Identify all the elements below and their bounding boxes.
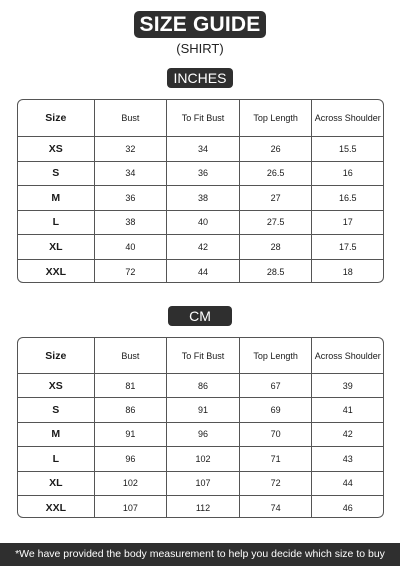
bust-cell: 72 <box>95 260 168 284</box>
table-row <box>18 235 383 260</box>
across-shoulder-cell: 16.5 <box>338 192 357 203</box>
to-fit-bust-cell: 86 <box>167 374 240 397</box>
column-header-size: Size <box>18 338 95 373</box>
table-row <box>18 162 383 187</box>
top-length-cell: 74 <box>240 496 313 518</box>
top-length-cell: 26 <box>240 137 313 161</box>
to-fit-bust-cell: 36 <box>167 162 240 186</box>
size-cell: XL <box>18 472 95 495</box>
bust-cell: 96 <box>95 447 168 470</box>
to-fit-bust-cell: 38 <box>167 186 240 210</box>
bust-cell: 32 <box>95 137 168 161</box>
bust-cell: 34 <box>95 162 168 186</box>
across-shoulder-cell: 16 <box>342 168 353 179</box>
inches-section-label: INCHES <box>167 68 233 88</box>
page-subtitle: (SHIRT) <box>176 41 224 56</box>
bust-cell: 86 <box>95 398 168 421</box>
column-header-bust: Bust <box>95 100 168 136</box>
top-length-cell: 27.5 <box>240 211 313 235</box>
size-cell: L <box>18 447 95 470</box>
to-fit-bust-cell: 91 <box>167 398 240 421</box>
across-shoulder-cell: 15.5 <box>338 143 357 154</box>
size-cell: S <box>18 398 95 421</box>
size-cell: S <box>18 162 95 186</box>
column-header-to-fit-bust: To Fit Bust <box>167 100 240 136</box>
across-shoulder-cell: 42 <box>342 429 353 440</box>
footer-note: *We have provided the body measurement to help you decide which size to buy <box>0 543 400 566</box>
bust-cell: 38 <box>95 211 168 235</box>
across-shoulder-cell: 46 <box>342 503 353 514</box>
table-header-row <box>18 338 383 374</box>
table-row <box>18 211 383 236</box>
size-cell: L <box>18 211 95 235</box>
across-shoulder-cell: 17 <box>342 217 353 228</box>
top-length-cell: 71 <box>240 447 313 470</box>
table-row <box>18 423 383 447</box>
size-cell: M <box>18 186 95 210</box>
top-length-cell: 28 <box>240 235 313 259</box>
table-row <box>18 496 383 518</box>
table-row <box>18 374 383 398</box>
inches-size-table <box>17 99 384 283</box>
to-fit-bust-cell: 42 <box>167 235 240 259</box>
bust-cell: 102 <box>95 472 168 495</box>
across-shoulder-cell: 18 <box>342 266 353 277</box>
to-fit-bust-cell: 34 <box>167 137 240 161</box>
top-length-cell: 72 <box>240 472 313 495</box>
table-row <box>18 447 383 471</box>
column-header-top-length: Top Length <box>240 100 313 136</box>
to-fit-bust-cell: 107 <box>167 472 240 495</box>
column-header-size: Size <box>18 100 95 136</box>
top-length-cell: 27 <box>240 186 313 210</box>
bust-cell: 107 <box>95 496 168 518</box>
top-length-cell: 70 <box>240 423 313 446</box>
bust-cell: 40 <box>95 235 168 259</box>
size-cell: XS <box>18 137 95 161</box>
table-header-row <box>18 100 383 137</box>
bust-cell: 91 <box>95 423 168 446</box>
to-fit-bust-cell: 102 <box>167 447 240 470</box>
bust-cell: 81 <box>95 374 168 397</box>
top-length-cell: 67 <box>240 374 313 397</box>
table-row <box>18 472 383 496</box>
to-fit-bust-cell: 40 <box>167 211 240 235</box>
column-header-top-length: Top Length <box>240 338 313 373</box>
column-header-to-fit-bust: To Fit Bust <box>167 338 240 373</box>
to-fit-bust-cell: 96 <box>167 423 240 446</box>
table-row <box>18 398 383 422</box>
across-shoulder-cell: 41 <box>342 405 353 416</box>
table-row <box>18 186 383 211</box>
across-shoulder-cell: 44 <box>342 478 353 489</box>
cm-size-table <box>17 337 384 518</box>
top-length-cell: 69 <box>240 398 313 421</box>
to-fit-bust-cell: 112 <box>167 496 240 518</box>
to-fit-bust-cell: 44 <box>167 260 240 284</box>
size-cell: M <box>18 423 95 446</box>
table-row <box>18 137 383 162</box>
across-shoulder-cell: 17.5 <box>338 241 357 252</box>
page-title: SIZE GUIDE <box>134 11 266 38</box>
across-shoulder-cell: 43 <box>342 453 353 464</box>
bust-cell: 36 <box>95 186 168 210</box>
top-length-cell: 26.5 <box>240 162 313 186</box>
cm-section-label: CM <box>168 306 232 326</box>
column-header-across-shoulder: Across Shoulder <box>314 113 381 123</box>
column-header-bust: Bust <box>95 338 168 373</box>
table-row <box>18 260 383 284</box>
size-cell: XS <box>18 374 95 397</box>
across-shoulder-cell: 39 <box>342 380 353 391</box>
size-cell: XXL <box>18 496 95 518</box>
top-length-cell: 28.5 <box>240 260 313 284</box>
size-cell: XL <box>18 235 95 259</box>
size-cell: XXL <box>18 260 95 284</box>
column-header-across-shoulder: Across Shoulder <box>314 350 381 361</box>
